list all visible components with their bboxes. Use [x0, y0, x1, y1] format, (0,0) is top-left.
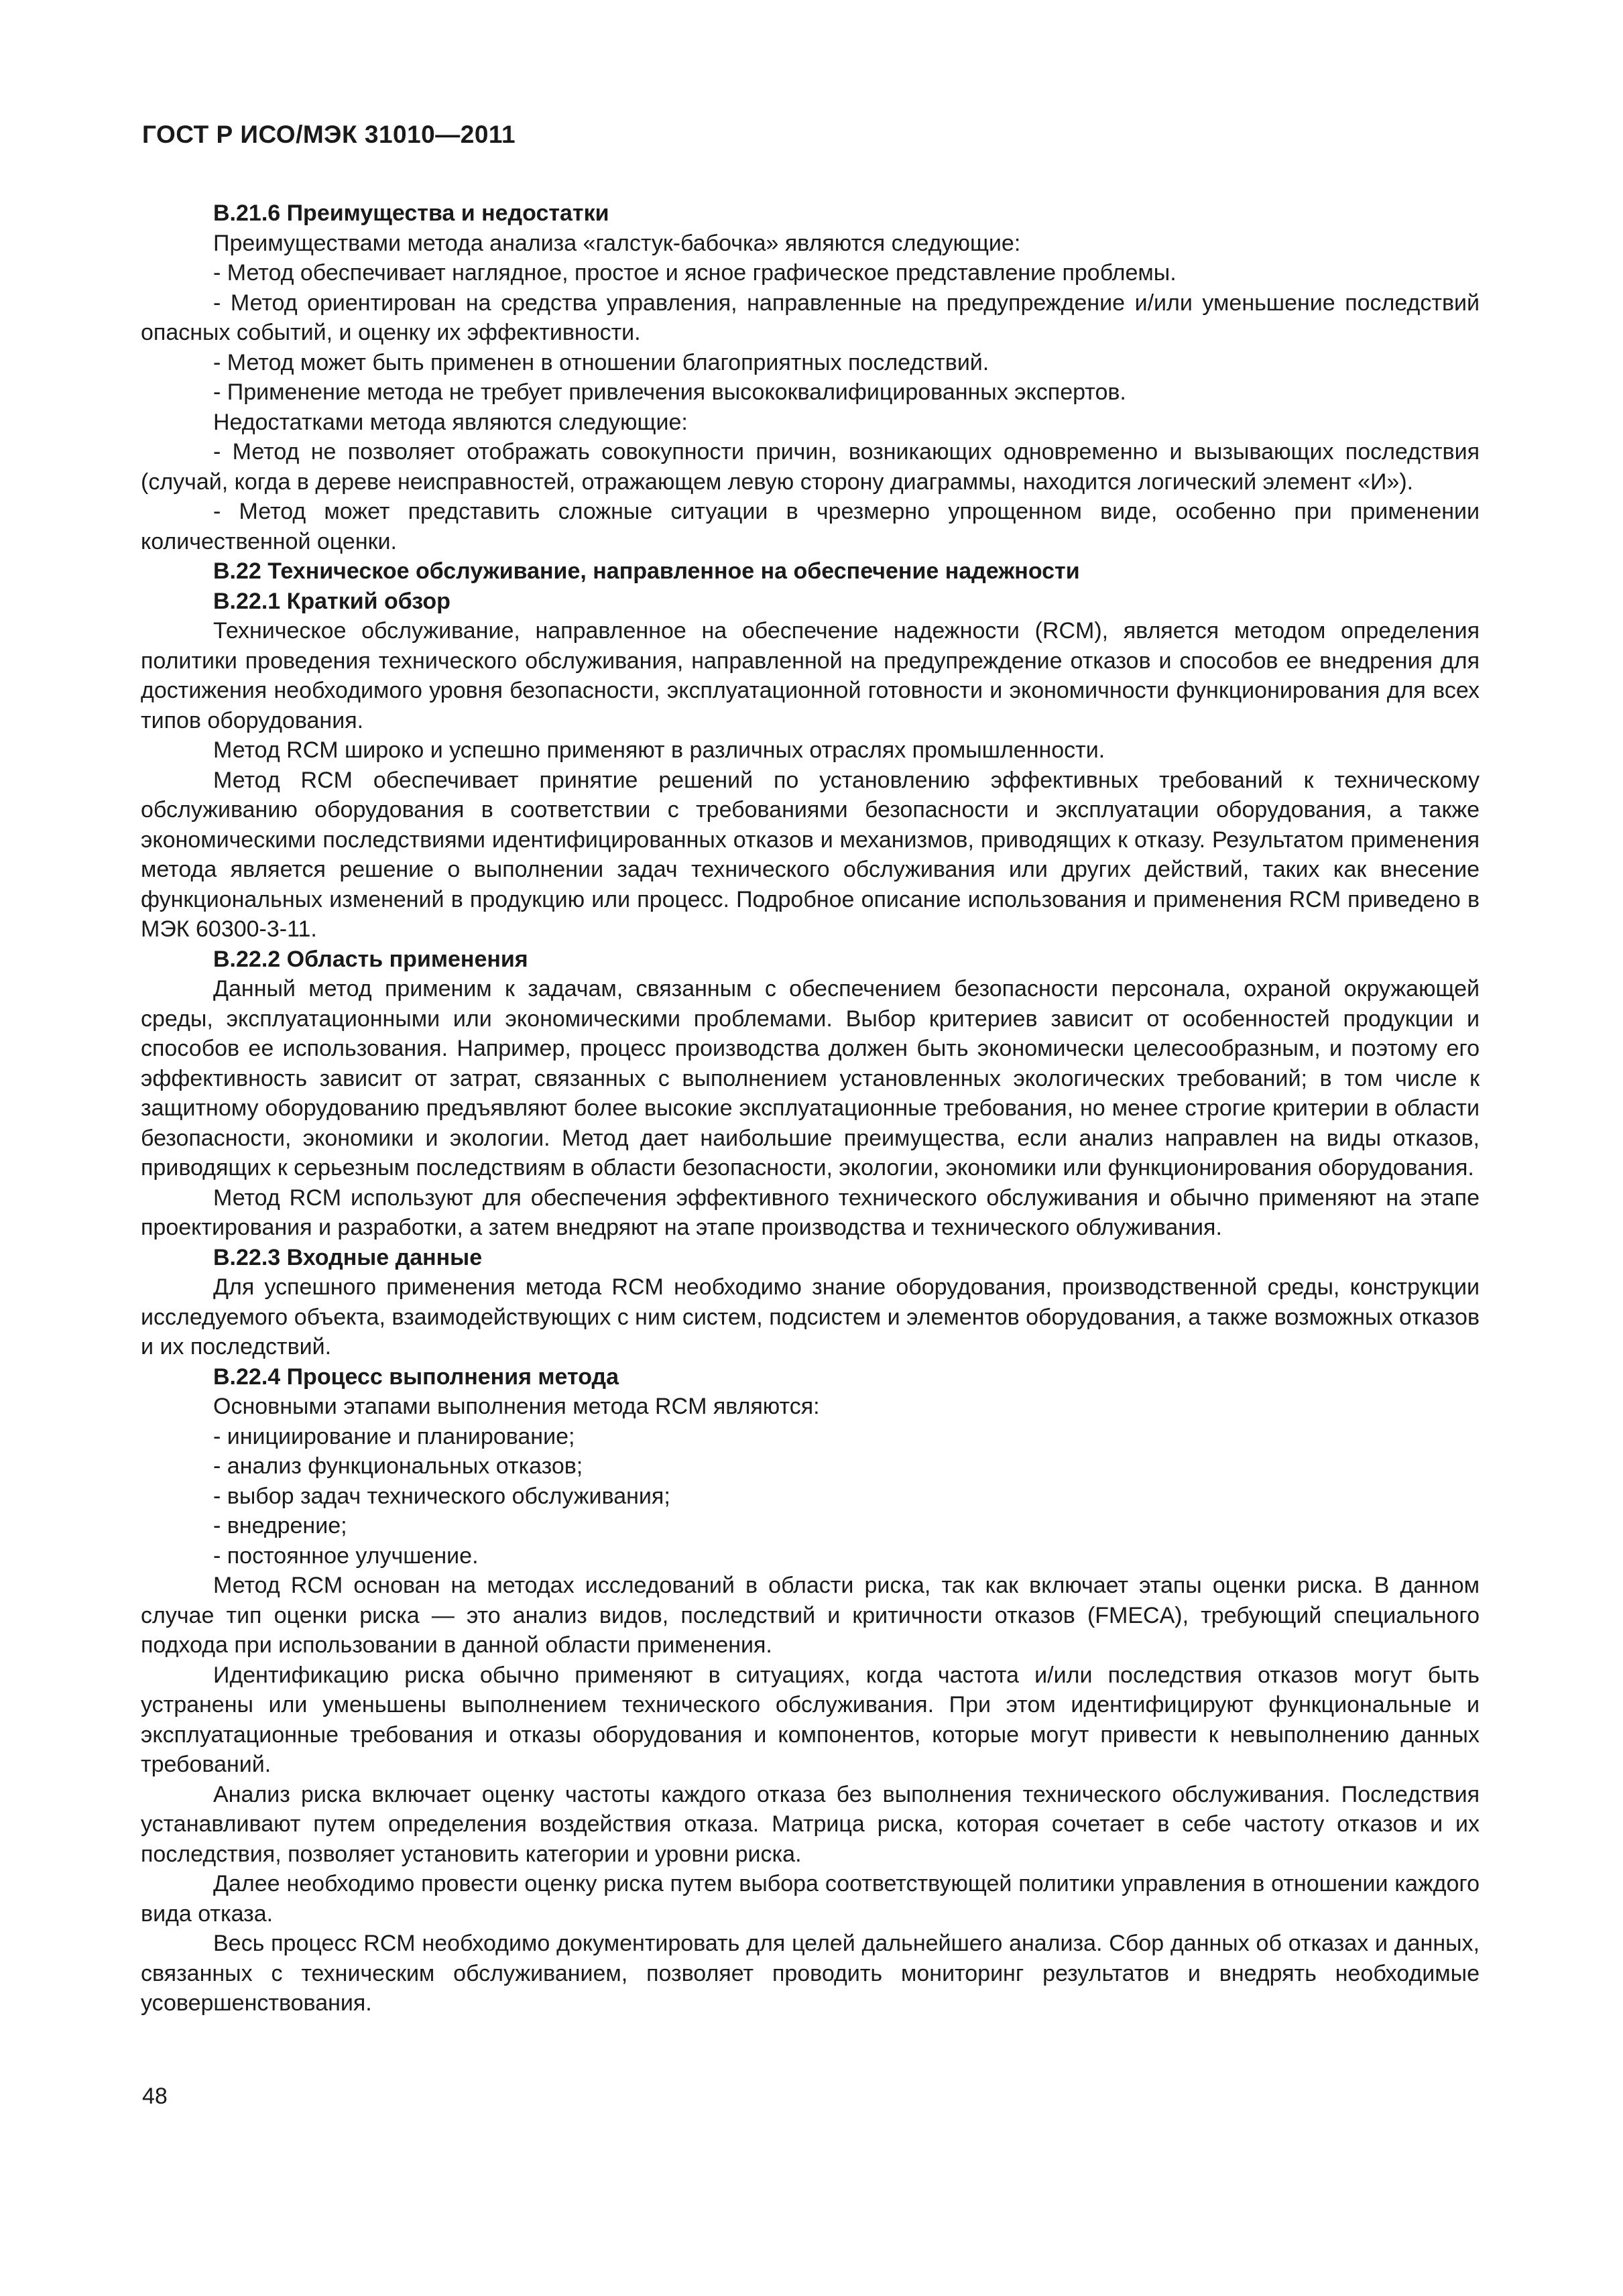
paragraph: Метод RCM широко и успешно применяют в различных отраслях промышленности. — [213, 737, 1105, 763]
paragraph: Анализ риска включает оценку частоты каждого отказа без выполнения технического обслуживания. Последствия устанавливают путем определения воздействия отказа. Матрица риска, которая сочетает в себе частоту отказов и их последствия, позволяет установить категории и уровни риска. — [141, 1781, 1480, 1867]
paragraph: Весь процесс RCM необходимо документировать для целей дальнейшего анализа. Сбор данных об отказах и данных, связанных с техническим обслуживанием, позволяет проводить мониторинг результатов и внедрять необходимые усовершенствования. — [141, 1931, 1480, 2016]
section-b22-2 — [141, 945, 1480, 1243]
section-heading: B.22 Техническое обслуживание, направленное на обеспечение надежности — [213, 558, 1080, 584]
paragraph: Данный метод применим к задачам, связанным с обеспечением безопасности персонала, охраной окружающей среды, эксплуатационными или экономическими проблемами. Выбор критериев зависит от особенностей продукции и способов ее использования. Например, процесс производства должен быть экономически целесообразным, и поэтому его эффективность зависит от затрат, связанных с выполнением установленных экологических требований; в том числе к защитному оборудованию предъявляют более высокие эксплуатационные требования, но менее строгие критерии в области безопасности, экономики и экологии. Метод дает наибольшие преимущества, если анализ направлен на виды отказов, приводящих к серьезным последствиям в области безопасности, экологии, экономики или функционирования оборудования. — [141, 976, 1480, 1181]
section-heading: B.22.3 Входные данные — [213, 1244, 483, 1270]
list-item: - Метод обеспечивает наглядное, простое и ясное графическое представление проблемы. — [213, 260, 1177, 286]
section-b22 — [141, 556, 1480, 587]
section-heading: B.22.1 Краткий обзор — [213, 588, 450, 614]
section-b22-4 — [141, 1362, 1480, 2018]
paragraph: Для успешного применения метода RCM необходимо знание оборудования, производственной среды, конструкции исследуемого объекта, взаимодействующих с ним систем, подсистем и элементов оборудования, а также возможных отказов и их последствий. — [141, 1274, 1480, 1360]
paragraph: Преимуществами метода анализа «галстук-бабочка» являются следующие: — [213, 230, 1021, 256]
section-heading: B.22.4 Процесс выполнения метода — [213, 1364, 619, 1390]
section-b22-1 — [141, 587, 1480, 945]
paragraph: Недостатками метода являются следующие: — [213, 409, 688, 435]
paragraph: Метод RCM используют для обеспечения эффективного технического обслуживания и обычно применяют на этапе проектирования и разработки, а затем внедряют на этапе производства и технического облуживания. — [141, 1185, 1480, 1240]
list-item: - внедрение; — [213, 1513, 347, 1538]
paragraph: Метод RCM обеспечивает принятие решений по установлению эффективных требований к техническому обслуживанию оборудования в соответствии с требованиями безопасности и эксплуатации оборудования, а также экономическими последствиями идентифицированных отказов и механизмов, приводящих к отказу. Результатом применения метода является решение о выполнении задач технического обслуживания или других действий, таких как внесение функциональных изменений в продукцию или процесс. Подробное описание использования и применения RCM приведено в МЭК 60300-3-11. — [141, 767, 1480, 942]
document-body — [141, 198, 1480, 2018]
paragraph: Основными этапами выполнения метода RCM являются: — [213, 1394, 820, 1419]
section-heading: B.22.2 Область применения — [213, 946, 528, 972]
page-number: 48 — [142, 2083, 168, 2109]
list-item: - анализ функциональных отказов; — [213, 1453, 583, 1479]
list-item: - выбор задач технического обслуживания; — [213, 1483, 670, 1509]
list-item: - Метод не позволяет отображать совокупности причин, возникающих одновременно и вызывающих последствия (случай, когда в дереве неисправностей, отражающем левую сторону диаграммы, находится логический элемент «И»). — [141, 439, 1480, 495]
list-item: - инициирование и планирование; — [213, 1423, 575, 1449]
list-item: - Метод ориентирован на средства управления, направленные на предупреждение и/или уменьшение последствий опасных событий, и оценку их эффективности. — [141, 290, 1480, 345]
section-b22-3 — [141, 1243, 1480, 1362]
paragraph: Техническое обслуживание, направленное на обеспечение надежности (RCM), является методом определения политики проведения технического обслуживания, направленной на предупреждение отказов и способов ее внедрения для достижения необходимого уровня безопасности, эксплуатационной готовности и экономичности функционирования для всех типов оборудования. — [141, 618, 1480, 733]
list-item: - Метод может представить сложные ситуации в чрезмерно упрощенном виде, особенно при применении количественной оценки. — [141, 499, 1480, 554]
paragraph: Далее необходимо провести оценку риска путем выбора соответствующей политики управления в отношении каждого вида отказа. — [141, 1871, 1480, 1927]
list-item: - Метод может быть применен в отношении благоприятных последствий. — [213, 349, 989, 375]
document-header: ГОСТ Р ИСО/МЭК 31010—2011 — [142, 121, 516, 148]
section-heading: B.21.6 Преимущества и недостатки — [213, 200, 609, 226]
section-b21-6 — [141, 198, 1480, 556]
paragraph: Метод RCM основан на методах исследований в области риска, так как включает этапы оценки риска. В данном случае тип оценки риска — это анализ видов, последствий и критичности отказов (FMECA), требующий специального подхода при использовании в данной области применения. — [141, 1573, 1480, 1658]
list-item: - постоянное улучшение. — [213, 1543, 479, 1569]
list-item: - Применение метода не требует привлечения высококвалифицированных экспертов. — [213, 379, 1126, 405]
paragraph: Идентификацию риска обычно применяют в ситуациях, когда частота и/или последствия отказов могут быть устранены или уменьшены выполнением технического обслуживания. При этом идентифицируют функциональные и эксплуатационные требования и отказы оборудования и компонентов, которые могут привести к невыполнению данных требований. — [141, 1662, 1480, 1777]
